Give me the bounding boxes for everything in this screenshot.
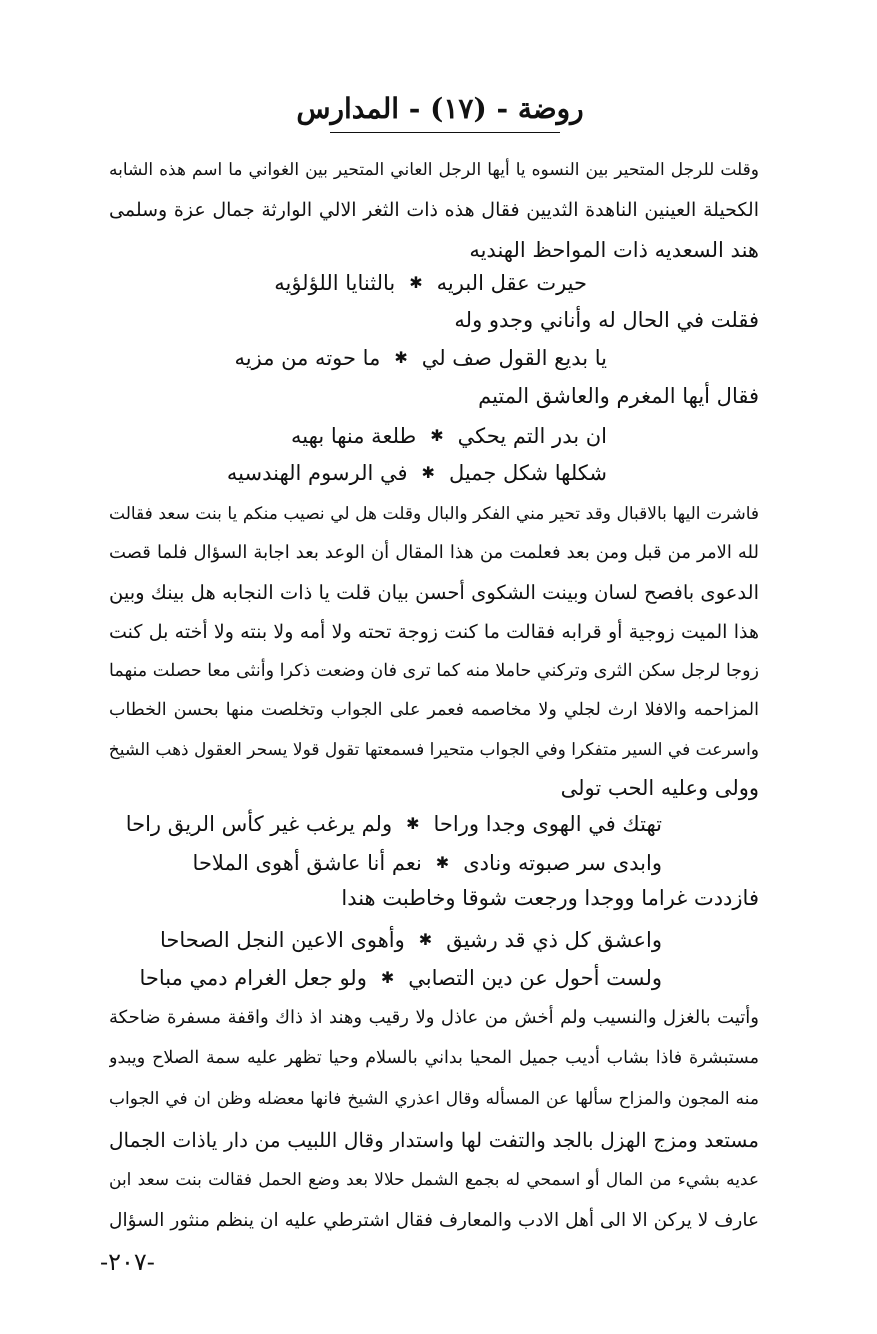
verse-line	[193, 845, 662, 881]
verse-line	[139, 960, 662, 996]
verse-hemistich-right: حيرت عقل البريه	[436, 271, 587, 295]
verse-hemistich-right: واعشق كل ذي قد رشيق	[446, 928, 662, 952]
title-underline	[330, 132, 560, 133]
verse-line	[235, 340, 607, 376]
verse-line	[274, 265, 587, 301]
verse-hemistich-left: نعم أنا عاشق أهوى الملاحا	[192, 851, 422, 875]
verse-separator-icon: ✱	[418, 930, 433, 949]
verse-hemistich-left: وأهوى الاعين النجل الصحاحا	[159, 928, 405, 952]
verse-hemistich-right: وابدى سر صبوته ونادى	[463, 851, 662, 875]
verse-separator-icon: ✱	[409, 273, 423, 292]
text-line: فقال أيها المغرم والعاشق المتيم	[478, 384, 759, 408]
verse-separator-icon: ✱	[406, 814, 420, 833]
verse-line	[227, 455, 607, 491]
text-line: الكحيلة العينين الناهدة الثديين فقال هذه ذات الثغر الالي الوارثة جمال عزة وسلمى	[109, 199, 759, 221]
verse-hemistich-left: طلعة منها بهيه	[291, 424, 417, 448]
text-line: فازددت غراما ووجدا ورجعت شوقا وخاطبت هندا	[341, 886, 759, 910]
text-line: منه المجون والمزاح سألها عن المسأله وقال اعذري الشيخ فانها معضله وظن ان في الجواب	[109, 1089, 759, 1109]
text-line: واسرعت في السير متفكرا وفي الجواب متحيرا فسمعتها تقول قولا يسحر العقول ذهب الشيخ	[109, 740, 759, 760]
text-line: وقلت للرجل المتحير بين النسوه يا أيها الرجل العاني المتحير بين الغواني ما اسم هذه الشابه	[109, 160, 759, 180]
verse-hemistich-left: بالثنايا اللؤلؤيه	[274, 271, 396, 295]
text-line: وأتيت بالغزل والنسيب ولم أخش من عاذل ولا رقيب وهند اذ ذاك واقفة مسفرة ضاحكة	[109, 1007, 759, 1028]
text-line: هذا الميت زوجية أو قرابه فقالت ما كنت زوجة تحته ولا أمه ولا بنته ولا أخته بل كنت	[109, 621, 759, 643]
text-line: عارف لا يركن الا الى أهل الادب والمعارف فقال اشترطي عليه ان ينظم منثور السؤال	[109, 1210, 759, 1231]
verse-line	[160, 922, 662, 958]
text-line: مستبشرة فاذا بشاب أديب جميل المحيا بداني بالسلام وحيا تظهر عليه سمة الصلاح ويبدو	[109, 1048, 759, 1068]
verse-separator-icon: ✱	[394, 348, 408, 367]
verse-line	[126, 806, 662, 842]
verse-hemistich-right: تهتك في الهوى وجدا وراحا	[433, 812, 662, 836]
verse-hemistich-left: في الرسوم الهندسيه	[226, 461, 408, 485]
text-line: هند السعديه ذات المواحظ الهنديه	[469, 238, 759, 262]
verse-separator-icon: ✱	[435, 853, 450, 872]
verse-hemistich-right: شكلها شكل جميل	[448, 461, 607, 485]
verse-separator-icon: ✱	[430, 426, 444, 445]
page-number: -٢٠٧-	[100, 1248, 155, 1276]
verse-hemistich-left: ولم يرغب غير كأس الريق راحا	[125, 812, 393, 836]
text-line: وولى وعليه الحب تولى	[560, 776, 759, 800]
text-line: لله الامر من قبل ومن بعد فعلمت من هذا المقال أن الوعد بعد اجابة السؤال فلما قصت	[109, 542, 759, 563]
verse-hemistich-right: ولست أحول عن دين التصابي	[408, 966, 662, 990]
verse-hemistich-left: ما حوته من مزيه	[234, 346, 381, 370]
text-line: المزاحمه والافلا ارث لجلي ولا مخاصمه فعمر على الجواب وتخلصت منها بحسن الخطاب	[109, 700, 759, 720]
verse-hemistich-right: ان بدر التم يحكي	[457, 424, 607, 448]
page-title: روضة - (١٧) - المدارس	[296, 92, 584, 125]
text-line: فقلت في الحال له وأناني وجدو وله	[454, 308, 759, 332]
text-line: مستعد ومزج الهزل بالجد والتفت لها واستدار وقال اللبيب من دار ياذات الجمال	[109, 1128, 759, 1152]
verse-hemistich-left: ولو جعل الغرام دمي مباحا	[139, 966, 367, 990]
text-line: زوجا لرجل سكن الثرى وتركني حاملا منه كما ترى فان وضعت ذكرا وأنثى معا حصلت منهما	[109, 661, 759, 681]
text-line: الدعوى بافصح لسان وبينت الشكوى أحسن بيان قلت يا ذات النجابه هل بينك وبين	[109, 581, 759, 604]
verse-separator-icon: ✱	[380, 968, 395, 987]
verse-separator-icon: ✱	[421, 463, 435, 482]
text-line: عديه بشيء من المال أو اسمحي له بجمع الشمل حلالا بعد وضع الحمل فقالت بنت سعد ابن	[109, 1170, 759, 1190]
verse-hemistich-right: يا بديع القول صف لي	[421, 346, 607, 370]
text-line: فاشرت اليها بالاقبال وقد تحير مني الفكر والبال وقلت هل لي نصيب منكم يا بنت سعد فقالت	[109, 504, 759, 524]
verse-line	[291, 418, 607, 454]
